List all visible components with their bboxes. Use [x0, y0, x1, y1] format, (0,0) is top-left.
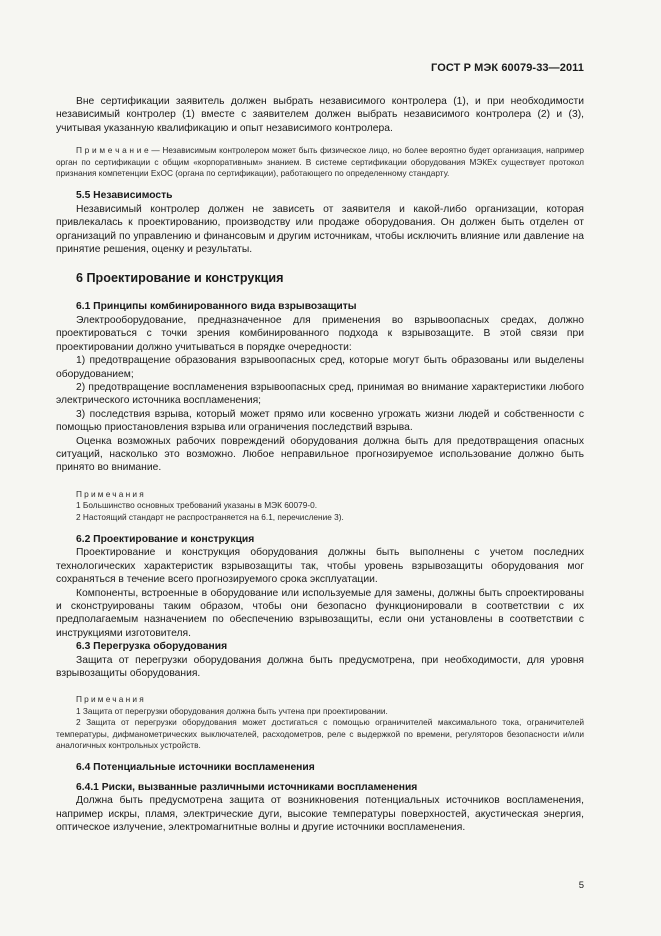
paragraph: Электрооборудование, предназначенное для применения во взрывоопасных средах, должно проектироваться с точки зрения комбинированного подхода к взрывозащите. В этой связи при проектировании должно учитываться в порядке очередности: — [56, 314, 584, 353]
paragraph: Вне сертификации заявитель должен выбрать независимого контролера (1), и при необходимости независимый контролер (1) вместе с заявителем должен выбрать независимого контролера (2) и (3), учитывая указанную квалификацию и опыт независимого контролера. — [56, 96, 584, 134]
paragraph: Независимый контролер должен не зависеть от заявителя и какой-либо организации, которая привлекалась к проектированию, производству или продаже оборудования. Он должен быть отделен от организаций по управлению и финансовым и другим источникам, чтобы исключить влияние или давление на принятие решения, оценку и результаты. — [56, 203, 584, 256]
paragraph: Оценка возможных рабочих повреждений оборудования должна быть для предотвращения опасных ситуаций, насколько это возможно. Любое неправильное прогнозируемое использование должно быть принято во внимание. — [56, 435, 584, 474]
subsection-heading: 6.4.1 Риски, вызванные различными источниками воспламенения — [76, 781, 418, 793]
paragraph: 3) последствия взрыва, который может прямо или косвенно угрожать жизни людей и собственности с помощью приостановления взрыва или ограничения последствий взрыва. — [56, 408, 584, 434]
spacer — [56, 475, 584, 489]
spacer — [56, 286, 584, 300]
document-body — [56, 95, 584, 835]
spacer — [56, 179, 584, 189]
paragraph: Защита от перегрузки оборудования должна быть предусмотрена, при необходимости, для уровня взрывозащиты оборудования. — [56, 654, 584, 680]
paragraph: Компоненты, встроенные в оборудование или используемые для замены, должны быть спроектированы и сконструированы таким образом, чтобы они безопасно функционировали в соответствии с их предполагаемым назначением по обеспечению взрывозащиты, если они установлены в соответствии с инструкциями изготовителя. — [56, 587, 584, 639]
spacer — [56, 523, 584, 533]
section-heading: 6 Проектирование и конструкция — [76, 271, 284, 286]
page-number: 5 — [578, 880, 584, 891]
subsection-heading: 6.1 Принципы комбинированного вида взрывозащиты — [76, 301, 357, 313]
spacer — [56, 135, 584, 145]
note-title: Примечания — [76, 694, 146, 705]
subsection-heading: 6.4 Потенциальные источники воспламенения — [76, 762, 315, 774]
spacer — [56, 751, 584, 761]
paragraph: 2) предотвращение воспламенения взрывоопасных сред, принимая во внимание характеристики любого электрического источника воспламенения; — [56, 381, 584, 407]
note-item: 1 Большинство основных требований указаны в МЭК 60079-0. — [76, 500, 317, 511]
paragraph: 1) предотвращение образования взрывоопасных сред, которые могут быть образованы или выделены оборудованием; — [56, 355, 584, 380]
note: П р и м е ч а н и е — Независимым контролером может быть физическое лицо, но более вероятно будет организация, например орган по сертификации с общим «корпоративным» знанием. В системе сертификации оборудования МЭКЕх существует протокол признания компетенции ExOC (органа по сертификации), работающего по определенному стандарту. — [56, 145, 584, 179]
subsection-heading: 6.2 Проектирование и конструкция — [76, 533, 255, 545]
spacer — [56, 680, 584, 694]
note-item: 2 Защита от перегрузки оборудования может достигаться с помощью ограничителей максимального тока, ограничителей температуры, дифманометрических выключателей, расходометров, реле с выдержкой по времени, регуляторов безопасности и/или аналогичных контрольных устройств. — [56, 717, 584, 751]
paragraph: Должна быть предусмотрена защита от возникновения потенциальных источников воспламенения, например искры, пламя, электрические дуги, высокие температуры поверхностей, акустическая энергия, оптическое излучение, электромагнитные волны и другие источники воспламенения. — [56, 795, 584, 834]
document-header: ГОСТ Р МЭК 60079-33—2011 — [431, 62, 584, 74]
paragraph: Проектирование и конструкция оборудования должны быть выполнены с учетом последних технологических характеристик взрывозащиты так, чтобы уровень взрывозащиты оборудования мог сохраняться в течение всего прогнозируемого срока эксплуатации. — [56, 547, 584, 586]
note-title: Примечания — [76, 488, 146, 499]
note-item: 2 Настоящий стандарт не распространяется на 6.1, перечисление 3). — [76, 511, 344, 522]
subsection-heading: 6.3 Перегрузка оборудования — [76, 641, 228, 653]
spacer — [56, 256, 584, 270]
note-item: 1 Защита от перегрузки оборудования должна быть учтена при проектировании. — [76, 705, 388, 716]
subsection-heading: 5.5 Независимость — [76, 190, 173, 202]
